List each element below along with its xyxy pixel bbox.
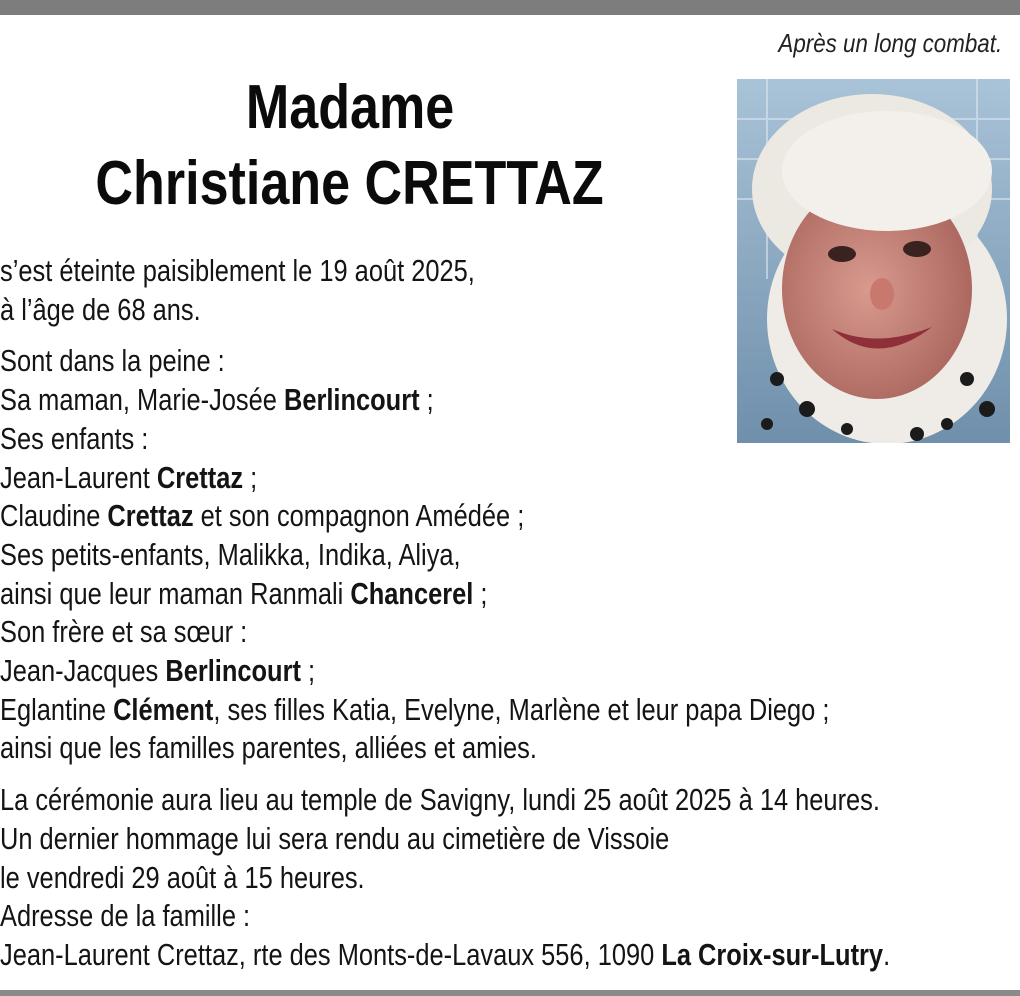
surname: Crettaz <box>107 498 194 534</box>
text-segment: , ses filles Katia, Evelyne, Marlène et leur papa Diego ; <box>213 691 830 727</box>
text-segment: ; <box>300 653 316 689</box>
title-honorific <box>0 70 700 146</box>
text-segment: . <box>883 936 891 972</box>
text-segment: Claudine <box>0 498 108 534</box>
bottom-border <box>0 990 1020 996</box>
surname: Crettaz <box>156 459 244 495</box>
text-segment: Jean-Laurent Crettaz, rte des Monts-de-Lavaux 556, 1090 <box>0 936 662 972</box>
epigraph: Après un long combat. <box>778 28 1002 58</box>
text-segment: ainsi que leur maman Ranmali <box>0 575 351 611</box>
text-segment: à l’âge de 68 ans. <box>0 291 201 327</box>
text-segment: Sont dans la peine : <box>0 343 225 379</box>
text-segment: Ses petits-enfants, Malikka, Indika, Aliya, <box>0 536 461 572</box>
text-segment: Jean-Laurent <box>0 459 157 495</box>
text-line <box>0 613 836 652</box>
text-segment: ; <box>419 382 434 418</box>
surname: Chancerel <box>350 575 474 611</box>
text-line <box>0 859 836 898</box>
surname: La Croix-sur-Lutry <box>661 936 884 972</box>
obituary-body <box>0 252 1020 975</box>
surname: Berlincourt <box>165 653 301 689</box>
text-segment: La cérémonie aura lieu au temple de Savigny, lundi 25 août 2025 à 14 heures. <box>0 782 880 818</box>
text-segment: s’est éteinte paisiblement le 19 août 2025, <box>0 253 475 288</box>
text-segment: Un dernier hommage lui sera rendu au cimetière de Vissoie <box>0 820 670 856</box>
text-segment: Eglantine <box>0 691 114 727</box>
text-segment: Son frère et sa sœur : <box>0 614 248 650</box>
text-line <box>0 897 836 936</box>
top-border <box>0 0 1020 15</box>
text-segment: ; <box>473 575 488 611</box>
text-segment: ainsi que les familles parentes, alliées et amies. <box>0 730 537 766</box>
text-line <box>0 691 836 730</box>
surname: Clément <box>113 691 214 727</box>
text-segment: et son compagnon Amédée ; <box>193 498 525 534</box>
text-line <box>0 342 836 381</box>
text-line <box>0 381 836 420</box>
text-line <box>0 252 836 291</box>
text-line <box>0 497 836 536</box>
text-line <box>0 781 880 820</box>
text-segment: Adresse de la famille : <box>0 898 251 934</box>
text-line <box>0 420 836 459</box>
text-line <box>0 536 836 575</box>
text-line <box>0 729 836 768</box>
title-honorific-text: Madame <box>245 73 455 142</box>
text-line <box>0 936 891 975</box>
text-line <box>0 291 836 330</box>
text-segment: Sa maman, Marie-Josée <box>0 382 284 418</box>
title-name <box>0 146 700 222</box>
title-name-text: Christiane CRETTAZ <box>95 149 605 218</box>
text-line <box>0 459 836 498</box>
text-line <box>0 575 836 614</box>
text-segment: Jean-Jacques <box>0 653 166 689</box>
text-line <box>0 652 836 691</box>
text-line <box>0 820 836 859</box>
text-segment: le vendredi 29 août à 15 heures. <box>0 859 365 895</box>
text-segment: ; <box>243 459 258 495</box>
surname: Berlincourt <box>283 382 420 418</box>
text-segment: Ses enfants : <box>0 420 149 456</box>
